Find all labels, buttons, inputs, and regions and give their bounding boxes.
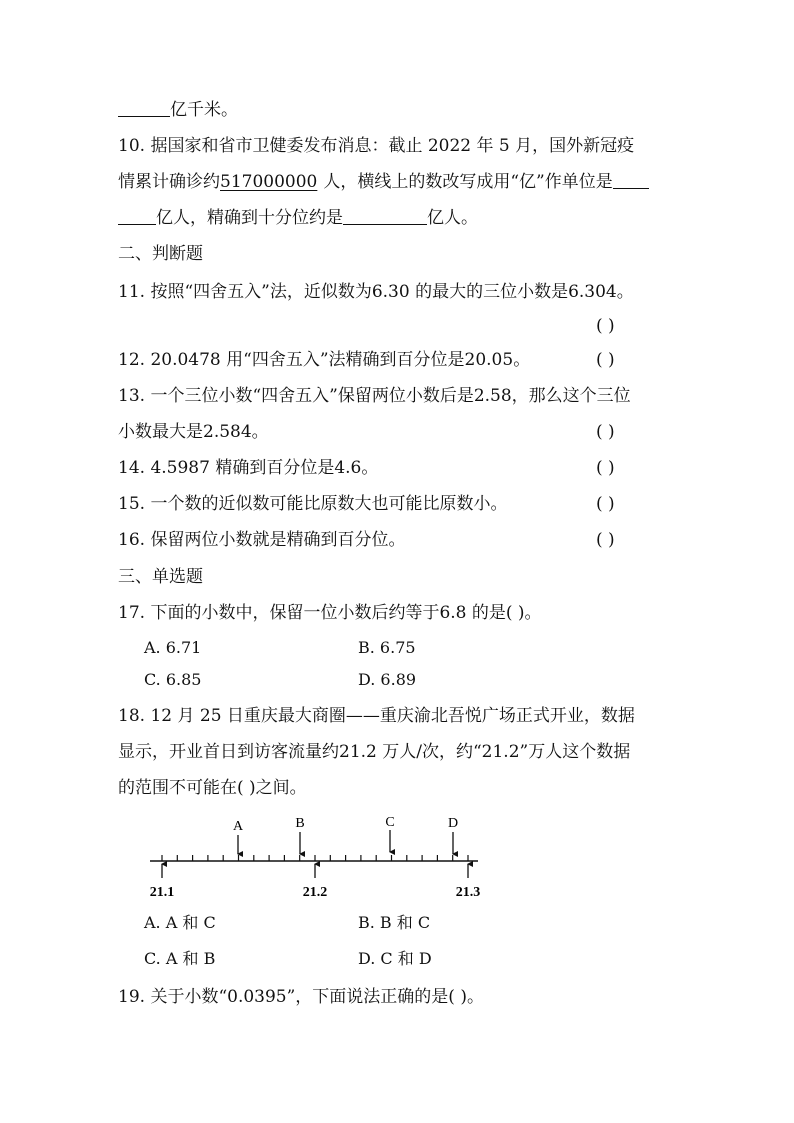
q9-tail: 亿千米。 xyxy=(118,98,238,122)
q16-text: 16. 保留两位小数就是精确到百分位。 xyxy=(118,530,406,550)
point-label-c: C xyxy=(385,815,395,830)
underlined-number: 517000000 xyxy=(220,172,318,192)
axis-label-21-1: 21.1 xyxy=(149,885,175,900)
q14-answer-paren[interactable]: ( ) xyxy=(596,458,615,478)
q10-line-3: 亿人，精确到十分位约是 亿人。 xyxy=(118,206,478,230)
q18-option-d[interactable]: D. C 和 D xyxy=(358,949,432,968)
q14-text: 14. 4.5987 精确到百分位是4.6。 xyxy=(118,458,379,478)
point-label-b: B xyxy=(295,816,305,831)
q17-option-c[interactable]: C. 6.85 xyxy=(144,670,202,689)
section-title-judgement: 二、判断题 xyxy=(118,244,203,264)
q15-text: 15. 一个数的近似数可能比原数大也可能比原数小。 xyxy=(118,494,508,514)
q18-option-b[interactable]: B. B 和 C xyxy=(358,913,431,932)
q17-option-d[interactable]: D. 6.89 xyxy=(358,670,417,689)
q10-line-1: 10. 据国家和省市卫健委发布消息：截止 2022 年 5 月，国外新冠疫 xyxy=(118,136,635,156)
q13-text: 13. 一个三位小数“四舍五入”保留两位小数后是2.58，那么这个三位 xyxy=(118,386,631,406)
q17-option-b[interactable]: B. 6.75 xyxy=(358,638,416,657)
q18-line-1: 18. 12 月 25 日重庆最大商圈——重庆渝北吾悦广场正式开业，数据 xyxy=(118,706,635,726)
section-title-single-choice: 三、单选题 xyxy=(118,567,203,587)
q16-answer-paren[interactable]: ( ) xyxy=(596,530,615,550)
q12-answer-paren[interactable]: ( ) xyxy=(596,350,615,370)
q12-text: 12. 20.0478 用“四舍五入”法精确到百分位是20.05。 xyxy=(118,350,531,370)
q11-text: 11. 按照“四舍五入”法，近似数为6.30 的最大的三位小数是6.304。 xyxy=(118,282,634,302)
q18-option-c[interactable]: C. A 和 B xyxy=(144,949,216,968)
q11-answer-paren[interactable]: ( ) xyxy=(596,316,615,336)
point-label-d: D xyxy=(447,816,459,831)
q17-stem: 17. 下面的小数中，保留一位小数后约等于6.8 的是( )。 xyxy=(118,603,542,623)
q13-text-cont: 小数最大是2.584。 xyxy=(118,422,269,442)
answer-blank[interactable] xyxy=(118,206,156,225)
answer-blank[interactable] xyxy=(118,98,170,117)
q15-answer-paren[interactable]: ( ) xyxy=(596,494,615,514)
answer-blank[interactable] xyxy=(613,170,649,189)
q18-option-a[interactable]: A. A 和 C xyxy=(144,913,216,932)
q19-stem: 19. 关于小数“0.0395”，下面说法正确的是( )。 xyxy=(118,987,484,1007)
number-line-figure xyxy=(140,812,490,904)
q18-line-2: 显示，开业首日到访客流量约21.2 万人/次，约“21.2”万人这个数据 xyxy=(118,742,631,762)
point-label-a: A xyxy=(232,819,244,834)
axis-ticks xyxy=(162,855,468,861)
answer-blank[interactable] xyxy=(343,206,427,225)
q17-option-a[interactable]: A. 6.71 xyxy=(144,638,202,657)
axis-label-21-3: 21.3 xyxy=(455,885,481,900)
q13-answer-paren[interactable]: ( ) xyxy=(596,422,615,442)
q18-line-3: 的范围不可能在( )之间。 xyxy=(118,778,307,798)
q10-line-2: 情累计确诊约517000000 人，横线上的数改写成用“亿”作单位是 xyxy=(118,170,649,194)
axis-label-21-2: 21.2 xyxy=(302,885,328,900)
